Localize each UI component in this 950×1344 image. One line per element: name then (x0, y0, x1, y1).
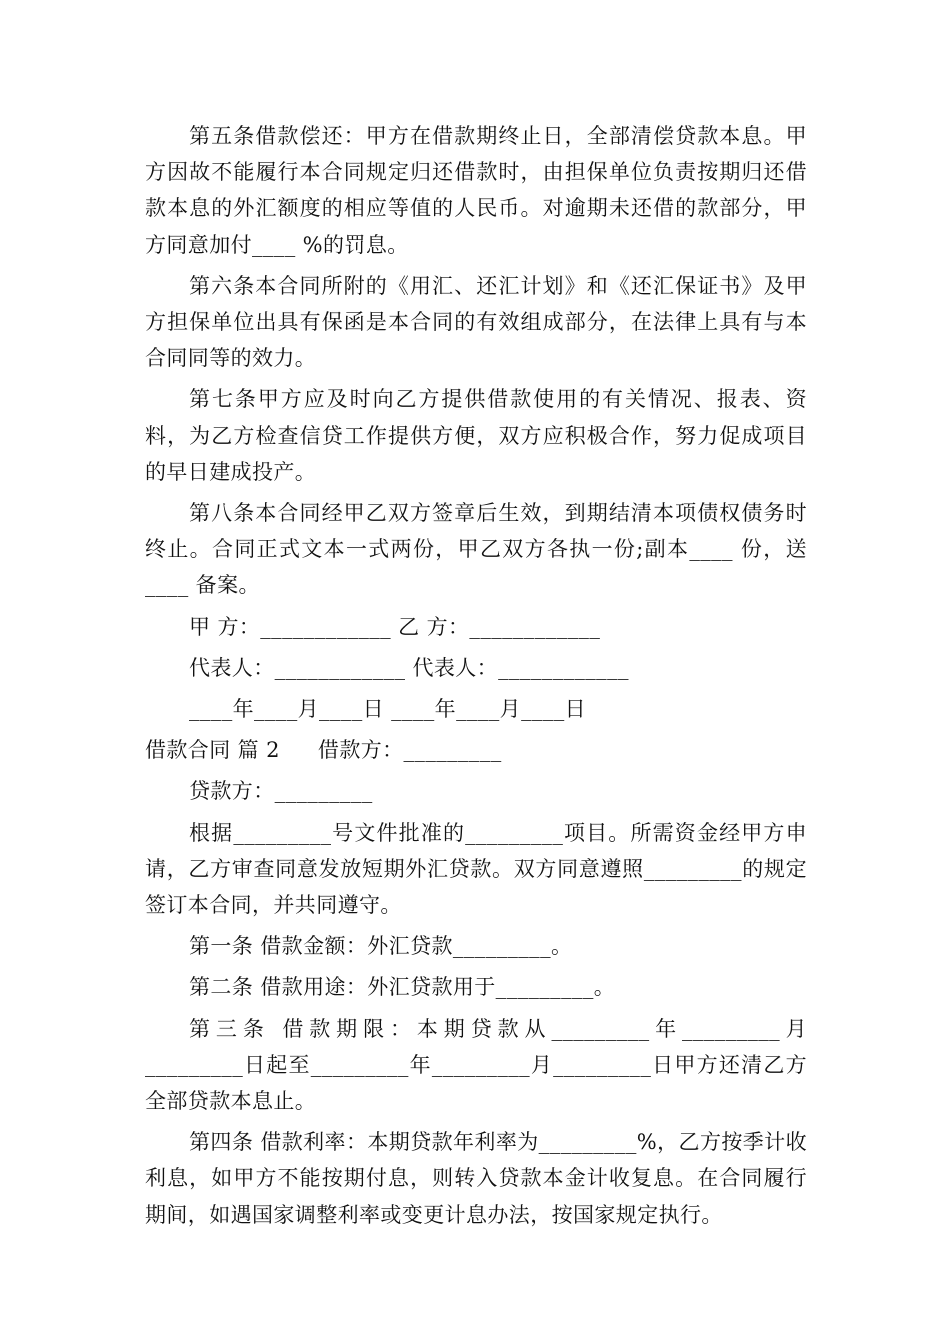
article-5: 第五条借款偿还：甲方在借款期终止日，全部清偿贷款本息。甲方因故不能履行本合同规定归还借款时，由担保单位负责按期归还借款本息的外汇额度的相应等值的人民币。对逾期未还借的款部分，甲方同意加付____ %的罚息。 (145, 124, 807, 257)
document-body (145, 118, 807, 1238)
signature-dates: ____年____月____日 ____年____月____日 (189, 697, 587, 722)
signature-representatives: 代表人：____________ 代表人：____________ (189, 655, 629, 680)
borrower-line: 借款方：_________ (317, 738, 502, 763)
signature-parties: 甲 方：____________ 乙 方：____________ (189, 614, 601, 639)
basis-paragraph: 根据_________号文件批准的_________项目。所需资金经甲方申请，乙方审查同意发放短期外汇贷款。双方同意遵照_________的规定签订本合同，并共同遵守。 (145, 820, 807, 918)
clause-1: 第一条 借款金额：外汇贷款_________。 (189, 934, 573, 959)
clause-2: 第二条 借款用途：外汇贷款用于_________。 (189, 975, 616, 1000)
section-2-heading-row (145, 732, 807, 768)
lender-line: 贷款方：_________ (189, 779, 373, 804)
article-6: 第六条本合同所附的《用汇、还汇计划》和《还汇保证书》及甲方担保单位出具有保函是本合同的有效组成部分，在法律上具有与本合同同等的效力。 (145, 273, 807, 371)
section-2-title: 借款合同 篇 2 (145, 738, 280, 763)
article-8: 第八条本合同经甲乙双方签章后生效，到期结清本项债权债务时终止。合同正式文本一式两份，甲乙双方各执一份;副本____ 份，送____ 备案。 (145, 501, 807, 598)
article-7: 第七条甲方应及时向乙方提供借款使用的有关情况、报表、资料，为乙方检查信贷工作提供方便，双方应积极合作，努力促成项目的早日建成投产。 (145, 387, 807, 484)
clause-3: 第三条 借款期限：本期贷款从_________年_________月_________日起至_________年_________月_________日甲方还清乙方全部贷款本息止。 (145, 1016, 807, 1114)
clause-4: 第四条 借款利率：本期贷款年利率为_________%，乙方按季计收利息，如甲方不能按期付息，则转入贷款本金计收复息。在合同履行期间，如遇国家调整利率或变更计息办法，按国家规定执行。 (145, 1130, 807, 1227)
